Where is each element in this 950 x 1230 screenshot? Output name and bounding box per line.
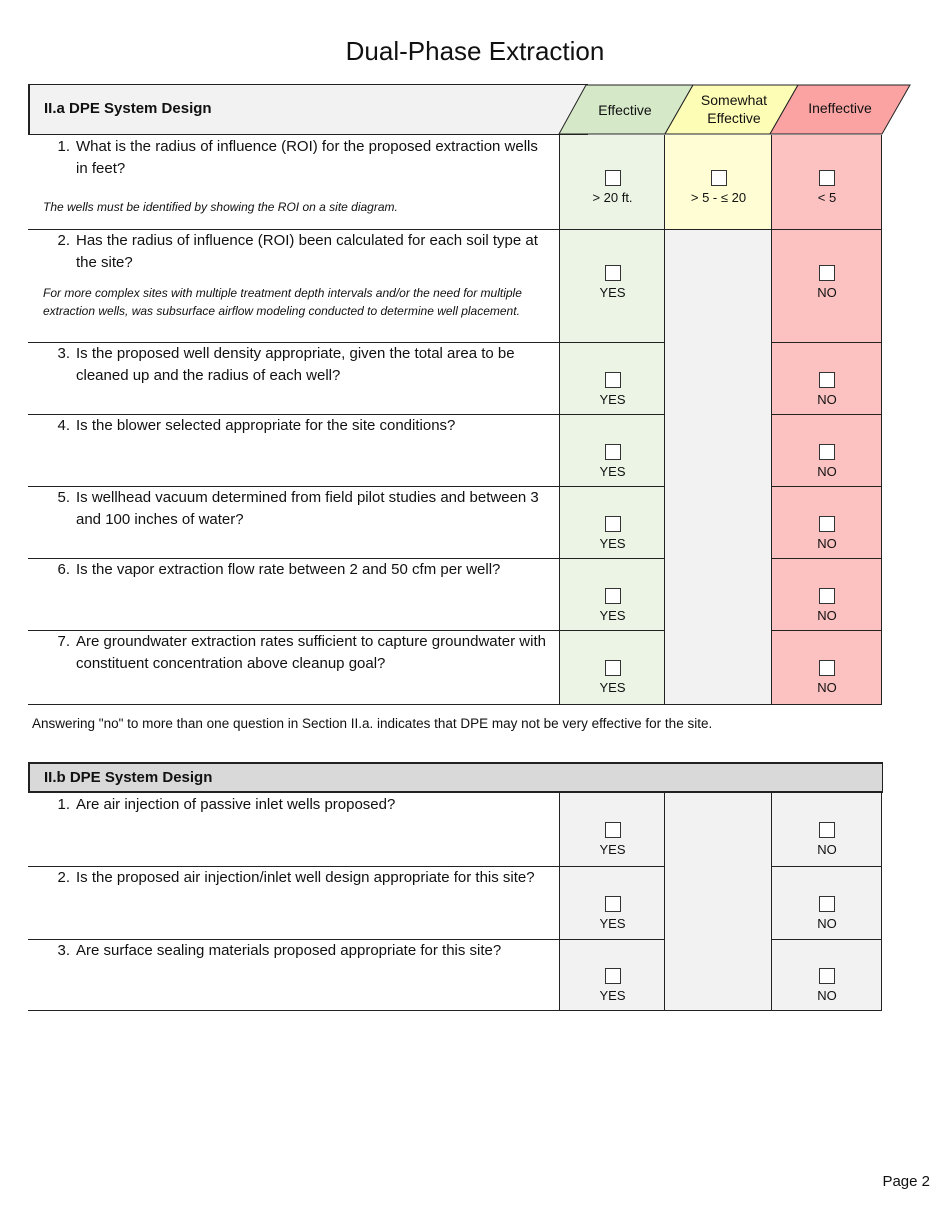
question-number: 1.	[57, 138, 70, 155]
yes-option-a3	[560, 372, 665, 407]
question-text: Has the radius of influence (ROI) been calculated for each soil type at the site?	[76, 232, 538, 271]
checkbox[interactable]	[605, 516, 621, 532]
question-text: Is the blower selected appropriate for the site conditions?	[76, 417, 456, 434]
checkbox[interactable]	[819, 516, 835, 532]
question-a6	[50, 559, 550, 609]
page-number: Page 2	[882, 1173, 930, 1190]
option-label: YES	[599, 464, 626, 479]
option-label: NO	[817, 988, 837, 1003]
question-note: The wells must be identified by showing the ROI on a site diagram.	[43, 200, 398, 214]
row-divider	[772, 414, 882, 415]
option-label: YES	[599, 680, 626, 695]
table-bottom-border	[28, 1010, 882, 1011]
option-label: NO	[817, 842, 837, 857]
yes-option-b1	[560, 822, 665, 857]
question-number: 2.	[57, 869, 70, 886]
question-b2	[50, 867, 550, 917]
yes-option-a6	[560, 588, 665, 623]
question-number: 3.	[57, 345, 70, 362]
question-text: Is the proposed air injection/inlet well design appropriate for this site?	[76, 869, 535, 886]
checkbox[interactable]	[605, 896, 621, 912]
no-option-a6	[772, 588, 882, 623]
option-label: YES	[599, 392, 626, 407]
yes-option-a5	[560, 516, 665, 551]
checkbox[interactable]	[605, 822, 621, 838]
option-label: YES	[599, 988, 626, 1003]
question-text: Is the vapor extraction flow rate between 2 and 50 cfm per well?	[76, 561, 501, 578]
checkbox[interactable]	[819, 588, 835, 604]
option-label: YES	[599, 842, 626, 857]
checkbox[interactable]	[605, 444, 621, 460]
no-option-a2	[772, 265, 882, 300]
row-divider	[772, 558, 882, 559]
col-somewhat-line2: Effective	[707, 110, 761, 126]
question-b1	[50, 794, 550, 844]
question-b3	[50, 940, 550, 990]
question-a1	[50, 136, 550, 186]
row-divider	[772, 342, 882, 343]
yes-option-a2	[560, 265, 665, 300]
checkbox[interactable]	[605, 170, 621, 186]
section-b-middle-column-bg	[665, 793, 772, 1011]
checkbox[interactable]	[819, 265, 835, 281]
question-text: Are surface sealing materials proposed appropriate for this site?	[76, 942, 502, 959]
option-label: NO	[817, 392, 837, 407]
yes-option-b2	[560, 896, 665, 931]
page-title: Dual-Phase Extraction	[345, 36, 605, 66]
row-divider	[772, 939, 882, 940]
yes-option-a4	[560, 444, 665, 479]
checkbox[interactable]	[711, 170, 727, 186]
option-label: NO	[817, 680, 837, 695]
no-option-a5	[772, 516, 882, 551]
question-number: 6.	[57, 561, 70, 578]
option-label: YES	[599, 916, 626, 931]
yes-option-a7	[560, 660, 665, 695]
question-a7	[50, 631, 550, 681]
col-somewhat-line1: Somewhat	[700, 92, 768, 108]
row-divider	[772, 630, 882, 631]
checkbox[interactable]	[605, 588, 621, 604]
section-b-title: II.b DPE System Design	[44, 769, 213, 786]
option-label: NO	[817, 285, 837, 300]
question-number: 7.	[57, 633, 70, 650]
question-text: Is the proposed well density appropriate, given the total area to be cleaned up and the radius of each well?	[76, 345, 515, 384]
no-option-a3	[772, 372, 882, 407]
checkbox[interactable]	[819, 896, 835, 912]
question-note: For more complex sites with multiple treatment depth intervals and/or the need for multiple extraction wells, was subsurface airflow modeling conducted to determine well placement.	[43, 286, 522, 318]
checkbox[interactable]	[605, 968, 621, 984]
row-divider	[772, 866, 882, 867]
ineffective-option-a1	[772, 170, 882, 205]
question-number: 1.	[57, 796, 70, 813]
no-option-b2	[772, 896, 882, 931]
somewhat-column-gray-bg	[665, 230, 772, 705]
option-label: > 5 - ≤ 20	[690, 190, 747, 205]
question-a5	[50, 487, 550, 537]
checkbox[interactable]	[819, 170, 835, 186]
question-number: 3.	[57, 942, 70, 959]
effective-option-a1	[560, 170, 665, 205]
checkbox[interactable]	[819, 660, 835, 676]
option-label: NO	[817, 608, 837, 623]
question-number: 4.	[57, 417, 70, 434]
no-option-b1	[772, 822, 882, 857]
checkbox[interactable]	[819, 822, 835, 838]
no-option-b3	[772, 968, 882, 1003]
question-text: Are groundwater extraction rates sufficient to capture groundwater with constituent concentration above cleanup goal?	[76, 633, 546, 672]
checkbox[interactable]	[819, 968, 835, 984]
table-bottom-border	[28, 704, 882, 705]
option-label: < 5	[817, 190, 837, 205]
option-label: NO	[817, 916, 837, 931]
somewhat-option-a1	[665, 170, 772, 205]
question-text: Is wellhead vacuum determined from field pilot studies and between 3 and 100 inches of water?	[76, 489, 539, 528]
col-somewhat-label	[680, 91, 788, 127]
row-divider	[772, 486, 882, 487]
checkbox[interactable]	[605, 372, 621, 388]
question-text: Are air injection of passive inlet wells proposed?	[76, 796, 396, 813]
checkbox[interactable]	[605, 660, 621, 676]
yes-option-b3	[560, 968, 665, 1003]
no-option-a4	[772, 444, 882, 479]
option-label: NO	[817, 464, 837, 479]
question-text: What is the radius of influence (ROI) for the proposed extraction wells in feet?	[76, 138, 538, 177]
option-label: > 20 ft.	[592, 190, 633, 205]
option-label: YES	[599, 608, 626, 623]
section-a-footnote: Answering "no" to more than one question in Section II.a. indicates that DPE may not be very effective for the site.	[32, 716, 713, 731]
question-number: 5.	[57, 489, 70, 506]
question-a2	[50, 230, 550, 280]
option-label: YES	[599, 285, 626, 300]
col-effective-label: Effective	[598, 102, 652, 118]
question-number: 2.	[57, 232, 70, 249]
section-a-title: II.a DPE System Design	[44, 100, 212, 117]
option-label: YES	[599, 536, 626, 551]
question-a3	[50, 343, 550, 393]
checkbox[interactable]	[819, 444, 835, 460]
checkbox[interactable]	[605, 265, 621, 281]
question-a4	[50, 415, 550, 465]
no-option-a7	[772, 660, 882, 695]
option-label: NO	[817, 536, 837, 551]
col-ineffective-label: Ineffective	[808, 100, 872, 116]
checkbox[interactable]	[819, 372, 835, 388]
